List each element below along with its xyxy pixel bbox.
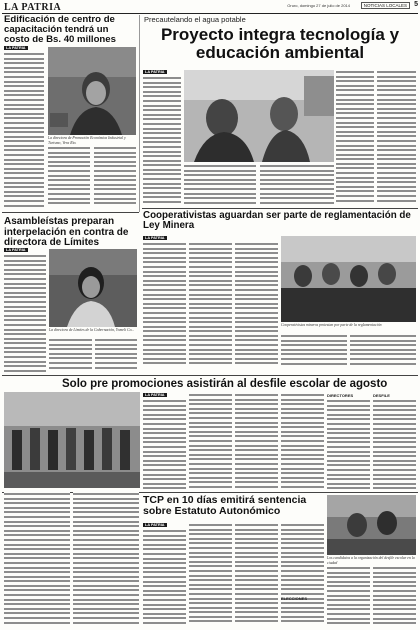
section-tag: NOTICIAS LOCALES xyxy=(361,2,410,9)
coop-story-byline: LA PATRIA xyxy=(145,236,165,240)
coop-story-col-3 xyxy=(235,242,278,370)
left-story-photo xyxy=(48,47,136,135)
school-story-col-left-b xyxy=(73,492,139,627)
main-story-byline: LA PATRIA xyxy=(145,70,165,74)
tcp-story-headline: TCP en 10 días emitirá sentencia sobre Estatuto Autonómico xyxy=(143,494,307,518)
school-story-headline: Solo pre promociones asistirán al desfile escolar de agosto xyxy=(62,378,388,390)
left-story-byline: LA PATRIA xyxy=(6,46,26,50)
school-subhead-directores: DIRECTORES xyxy=(327,393,354,398)
school-story-byline: LA PATRIA xyxy=(145,393,165,397)
tcp-story-photo xyxy=(327,495,416,555)
left-story-headline: Edificación de centro de capacitación tendrá un costo de Bs. 40 millones xyxy=(4,14,116,46)
left-story-col-2 xyxy=(48,146,90,210)
section-divider xyxy=(142,208,418,209)
assembly-story-headline: Asambleístas preparan interpelación en contra de directora de Límites xyxy=(4,216,129,248)
tcp-story-col-3 xyxy=(235,523,278,627)
dateline: Oruro, domingo 27 de julio de 2014 xyxy=(287,3,350,8)
school-story-photo xyxy=(4,392,140,488)
school-story-col-6 xyxy=(373,399,416,491)
school-subhead-desfile: DESFILE xyxy=(373,393,390,398)
coop-story-col-2 xyxy=(189,242,232,370)
main-story-kicker: Precautelando el agua potable xyxy=(144,15,246,24)
main-story-photo xyxy=(184,70,334,162)
school-story-col-left-a xyxy=(4,492,70,627)
tcp-story-col-6 xyxy=(373,566,416,627)
school-story-col-1 xyxy=(143,399,186,491)
page-number: 5 xyxy=(414,1,418,8)
coop-story-col-4 xyxy=(281,334,347,370)
main-story-col-3 xyxy=(377,70,416,206)
left-story-caption: La directora de Promoción Económica Industrial y Turismo, Vera Rio. xyxy=(48,136,126,145)
tcp-story-col-5 xyxy=(327,566,370,627)
tcp-subhead-elecciones: ELECCIONES xyxy=(281,596,308,601)
school-story-col-3 xyxy=(235,393,278,491)
tcp-story-byline: LA PATRIA xyxy=(145,523,165,527)
main-story-col-5 xyxy=(260,164,334,206)
assembly-story-col-1 xyxy=(4,254,46,374)
coop-story-photo xyxy=(281,236,416,322)
school-story-col-4 xyxy=(281,393,324,491)
newspaper-masthead: LA PATRIA xyxy=(4,2,62,13)
tcp-story-col-1 xyxy=(143,529,186,627)
full-width-divider-1 xyxy=(2,375,418,376)
assembly-story-caption: La directora de Límites de la Gobernación, Yomeli Co... xyxy=(49,328,135,332)
school-story-caption: Los candidatos a la organización del desfile escolar en la ciudad xyxy=(327,556,415,565)
left-story-col-3 xyxy=(94,146,136,210)
coop-story-headline: Cooperativistas aguardan ser parte de reglamentación de Ley Minera xyxy=(143,210,411,232)
column-divider xyxy=(139,15,140,212)
main-story-col-2 xyxy=(336,70,374,206)
tcp-story-col-4 xyxy=(281,523,324,627)
main-story-headline: Proyecto integra tecnología y educación ambiental xyxy=(160,25,400,62)
main-story-col-4 xyxy=(184,164,256,206)
assembly-story-col-3 xyxy=(95,338,137,374)
coop-story-col-1 xyxy=(143,242,186,370)
school-story-col-5 xyxy=(327,399,370,491)
left-story-col-1 xyxy=(4,52,44,210)
assembly-story-byline: LA PATRIA xyxy=(6,248,26,252)
school-story-col-2 xyxy=(189,393,232,491)
coop-story-col-5 xyxy=(350,334,416,370)
assembly-story-photo xyxy=(49,249,137,327)
left-section-divider xyxy=(2,212,139,213)
coop-story-caption: Cooperativistas mineros protestan por parte de la reglamentación xyxy=(281,323,382,327)
tcp-story-col-2 xyxy=(189,523,232,627)
main-story-col-1 xyxy=(143,76,181,206)
assembly-story-col-2 xyxy=(49,338,92,374)
